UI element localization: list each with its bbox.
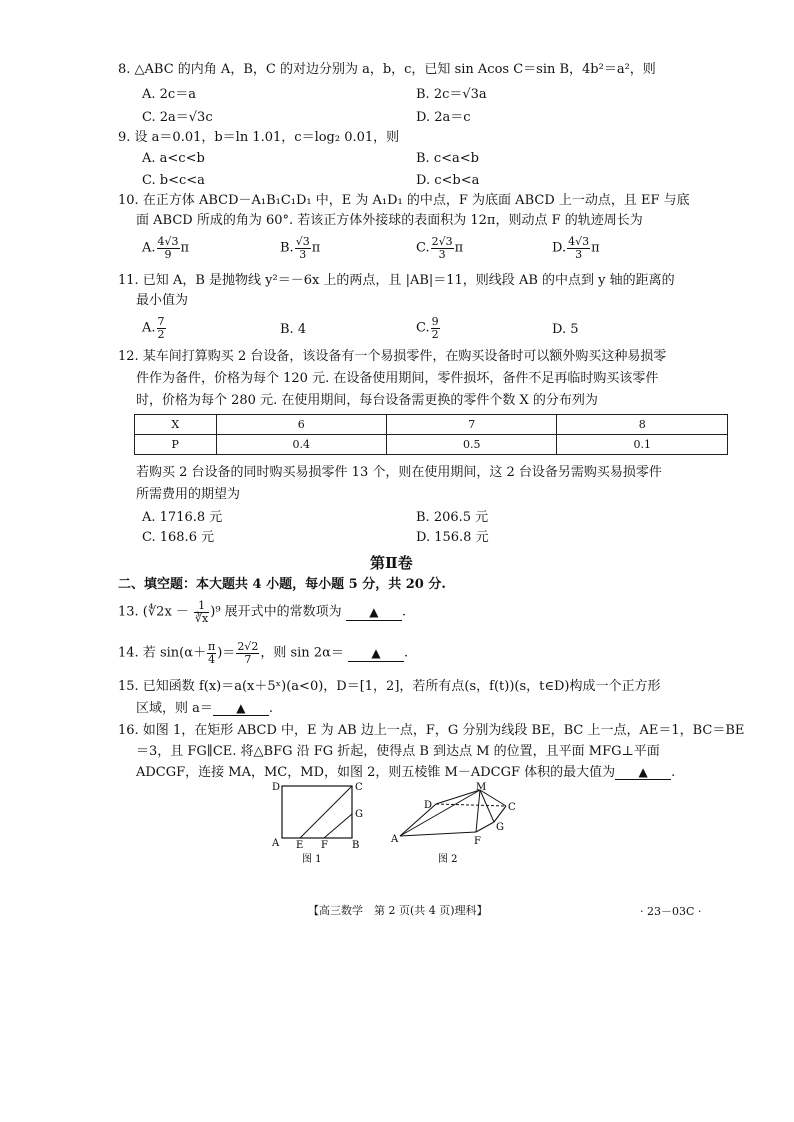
- q9-option-c: C. b<c<a: [142, 173, 205, 188]
- footer-page-info: 【高三数学 第 2 页(共 4 页)理科】: [308, 904, 488, 917]
- label-f: F: [474, 836, 481, 847]
- label-d: D: [424, 800, 433, 811]
- label-m: M: [476, 782, 487, 793]
- answer-mark: ▲: [638, 765, 648, 779]
- edge-md: [436, 790, 480, 804]
- q11-option-c: C. $\frac{9}{2}$: [416, 315, 439, 341]
- q8-option-b: B. 2c＝√3a: [416, 87, 487, 102]
- q9-option-b: B. c<a<b: [416, 151, 479, 166]
- segment-fg: [324, 814, 352, 838]
- answer-mark: ▲: [236, 701, 246, 715]
- q8-option-a: A. 2c＝a: [142, 87, 196, 102]
- label-b: B: [352, 840, 360, 851]
- table-cell: 0.5: [386, 435, 556, 455]
- edge-ma: [400, 790, 480, 836]
- part-title: 第Ⅱ卷: [370, 554, 413, 572]
- q16-line3: ADCGF，连接 MA，MC，MD，如图 2，则五棱锥 M－ADCGF 体积的最大值为 ▲ .: [136, 765, 676, 780]
- answer-mark: ▲: [369, 604, 379, 619]
- q8-option-c: C. 2a＝√3c: [142, 110, 213, 125]
- edge-mf: [476, 790, 480, 832]
- q12-after-line2: 所需费用的期望为: [136, 487, 241, 502]
- table-cell: P: [135, 435, 217, 455]
- table-cell: 0.1: [557, 435, 728, 455]
- q9-stem: 9. 设 a＝0.01，b＝ln 1.01，c＝log₂ 0.01，则: [118, 130, 400, 145]
- table-cell: 7: [386, 415, 556, 435]
- label-e: E: [296, 840, 304, 851]
- q12-stem-line3: 时，价格为每个 280 元. 在使用期间，每台设备需更换的零件个数 X 的分布列为: [136, 393, 598, 408]
- answer-mark: ▲: [371, 645, 381, 660]
- q10-stem-line2: 面 ABCD 所成的角为 60°. 若该正方体外接球的表面积为 12π，则动点 F 的轨迹周长为: [136, 213, 643, 228]
- q15-line2: 区域，则 a＝ ▲ .: [136, 701, 274, 716]
- edge-af: [400, 832, 476, 836]
- table-cell: 0.4: [216, 435, 386, 455]
- q8-stem: 8. △ABC 的内角 A，B，C 的对边分别为 a，b，c，已知 sin Acos C＝sin B，4b²＝a²，则: [118, 62, 656, 77]
- q13: 13. (∜2x － $\frac{1}{∛x}$ )⁹ 展开式中的常数项为 ▲ .: [118, 599, 406, 625]
- q11-option-d: D. 5: [552, 322, 579, 337]
- q11-option-a: A. $\frac{7}{2}$: [142, 315, 165, 341]
- label-a: A: [391, 834, 399, 845]
- distribution-table: [134, 414, 728, 455]
- label-c: C: [355, 782, 363, 793]
- edge-dc: [436, 804, 506, 806]
- q9-option-d: D. c<b<a: [416, 173, 480, 188]
- q15-line1: 15. 已知函数 f(x)＝a(x＋5ˣ)(a<0)，D＝[1，2]，若所有点(s，f(t))(s，t∈D)构成一个正方形: [118, 679, 661, 694]
- q12-stem-line1: 12. 某车间打算购买 2 台设备，该设备有一个易损零件，在购买设备时可以额外购买这种易损零: [118, 349, 667, 364]
- fill-in-header: 二、填空题：本大题共 4 小题，每小题 5 分，共 20 分.: [118, 577, 446, 592]
- q14: 14. 若 sin(α＋ $\frac{\pi}{4}$ )＝ $\frac{2√2}{7}$ ，则 sin 2α＝ ▲ .: [118, 640, 409, 666]
- table-row: [135, 435, 728, 455]
- figure-1: [266, 778, 376, 868]
- label-g: G: [496, 822, 504, 833]
- table-cell: 6: [216, 415, 386, 435]
- edge-gc: [494, 806, 506, 822]
- edge-fg: [476, 822, 494, 832]
- q16-line1: 16. 如图 1，在矩形 ABCD 中，E 为 AB 边上一点，F，G 分别为线段 BE，BC 上一点，AE＝1，BC＝BE: [118, 723, 745, 738]
- table-cell: X: [135, 415, 217, 435]
- table-row: [135, 415, 728, 435]
- label-c: C: [508, 802, 516, 813]
- q10-option-b: B. $\frac{√3}{3}$ π: [280, 235, 321, 261]
- segment-ce: [300, 786, 352, 838]
- table-cell: 8: [557, 415, 728, 435]
- q11-option-b: B. 4: [280, 322, 307, 337]
- label-f: F: [321, 840, 328, 851]
- q12-stem-line2: 件作为备件，价格为每个 120 元. 在设备使用期间，零件损坏，备件不足再临时购买该零件: [136, 371, 659, 386]
- q10-stem-line1: 10. 在正方体 ABCD－A₁B₁C₁D₁ 中，E 为 A₁D₁ 的中点，F 为底面 ABCD 上一动点，且 EF 与底: [118, 193, 690, 208]
- q10-option-a: A. $\frac{4√3}{9}$ π: [142, 235, 190, 261]
- label-d: D: [272, 782, 281, 793]
- label-g: G: [355, 809, 363, 820]
- q16-line2: ＝3，且 FG∥CE. 将△BFG 沿 FG 折起，使得点 B 到达点 M 的位置，且平面 MFG⊥平面: [136, 744, 660, 759]
- q9-option-a: A. a<c<b: [142, 151, 205, 166]
- footer-code: · 23－03C ·: [640, 905, 702, 918]
- q12-option-d: D. 156.8 元: [416, 530, 489, 545]
- q8-option-d: D. 2a＝c: [416, 110, 471, 125]
- q12-option-a: A. 1716.8 元: [142, 510, 223, 525]
- q12-after-line1: 若购买 2 台设备的同时购买易损零件 13 个，则在使用期间，这 2 台设备另需购买易损零件: [136, 465, 662, 480]
- figure-1-caption: 图 1: [302, 854, 322, 865]
- figure-2-caption: 图 2: [438, 854, 458, 865]
- q11-stem-line1: 11. 已知 A，B 是抛物线 y²＝－6x 上的两点，且 |AB|＝11，则线段 AB 的中点到 y 轴的距离的: [118, 273, 675, 288]
- label-a: A: [272, 838, 280, 849]
- q10-option-c: C. $\frac{2√3}{3}$ π: [416, 235, 464, 261]
- q10-option-d: D. $\frac{4√3}{3}$ π: [552, 235, 600, 261]
- q12-option-c: C. 168.6 元: [142, 530, 215, 545]
- figure-2: [388, 782, 523, 866]
- q11-stem-line2: 最小值为: [136, 293, 189, 308]
- q12-option-b: B. 206.5 元: [416, 510, 489, 525]
- rectangle-abcd: [282, 786, 352, 838]
